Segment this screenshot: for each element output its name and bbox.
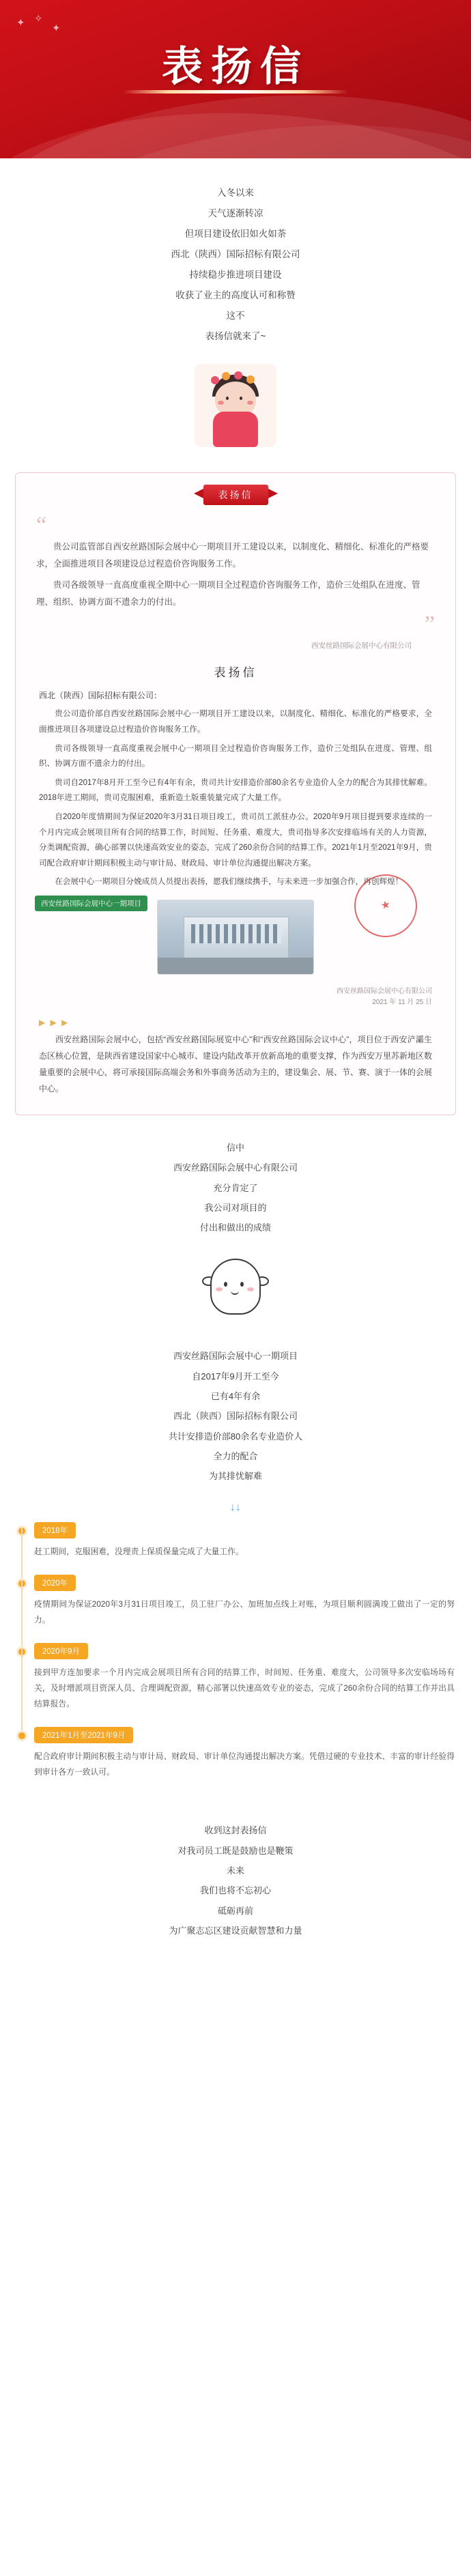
closing-section	[16, 1027, 455, 1097]
hero-banner	[0, 0, 471, 158]
timeline-connector	[21, 1648, 23, 1731]
timeline-item	[16, 1522, 455, 1575]
building-shape	[184, 917, 289, 959]
poem-line: 入冬以来	[217, 188, 254, 198]
summary-line: 共计安排造价部80余名专业造价人	[168, 1431, 303, 1442]
poem-line: 但项目建设依旧如火如荼	[184, 229, 287, 239]
down-arrow-icon: ↓↓	[230, 1502, 241, 1514]
timeline-badge: 2020年	[34, 1575, 76, 1591]
timeline	[0, 1518, 471, 1802]
signature-company: 西安丝路国际会展中心有限公司	[337, 987, 432, 995]
flower-icon	[222, 372, 230, 380]
bird-icon: ✦	[52, 23, 61, 34]
poem-line: 收获了业主的高度认可和称赞	[175, 290, 296, 300]
poem-line: 天气逐渐转凉	[208, 208, 263, 218]
signature-date: 2021 年 11 月 25 日	[372, 998, 432, 1006]
mid-line: 充分肯定了	[213, 1182, 258, 1193]
summary-line: 西北（陕西）国际招标有限公司	[173, 1411, 298, 1422]
timeline-text: 接到甲方连加要求一个月内完成会展项目所有合同的结算工作，时间短、任务重、难度大，公司领导多次安临场场有关，及时增派项目资深人员、合理调配资源，精心部署以快速高效专业的姿态，完成了260余份合同的结算工作并出具结算报告。	[34, 1668, 455, 1709]
ending-block	[0, 1802, 471, 1969]
mid-text-block	[0, 1115, 471, 1242]
sticker-body	[210, 1259, 261, 1315]
letter-title: 表扬信	[214, 666, 257, 680]
summary-line: 全力的配合	[213, 1450, 258, 1461]
bird-icon: ✦	[16, 17, 25, 29]
mid-line: 西安丝路国际会展中心有限公司	[173, 1162, 298, 1173]
sticker-cheek	[247, 401, 253, 405]
poem-line: 这不	[226, 311, 245, 321]
timeline-text: 配合政府审计期间积极主动与审计局、财政局、审计单位沟通提出解决方案。凭借过硬的专业技术、丰富的审计经验得到审计各方一致认可。	[34, 1751, 455, 1777]
venue-photo	[157, 900, 314, 975]
timeline-badge: 2020年9月	[34, 1643, 88, 1659]
letter-body	[16, 650, 455, 890]
sticker-body	[213, 412, 258, 447]
sticker-eye	[240, 397, 242, 400]
poem-line: 持续稳步推进项目建设	[189, 270, 282, 280]
timeline-text: 疫情期间为保证2020年3月31日项目竣工，员工驻厂办公、加班加点线上对账，为项目顺利圆满竣工做出了一定的努力。	[34, 1599, 455, 1625]
timeline-connector	[21, 1528, 23, 1579]
letter-closing-line: 在会展中心一期项目分娩成员人员提出表扬，愿我们继续携手，与未来进一步加强合作，再创辉煌！	[55, 877, 403, 887]
flower-icon	[246, 375, 255, 384]
summary-line: 西安丝路国际会展中心一期项目	[173, 1351, 298, 1362]
photo-section	[16, 900, 455, 978]
cute-blob-sticker	[198, 1249, 273, 1323]
sticker-eye	[226, 397, 229, 400]
timeline-text: 赶工期间，克服困难，没理责上保质保量完成了大量工作。	[34, 1547, 244, 1557]
summary-line: 自2017年9月开工至今	[192, 1371, 279, 1382]
timeline-dot-icon	[16, 1730, 27, 1741]
bird-icon: ✧	[34, 13, 43, 25]
quote-paragraph: 贵司各级领导一直高度重视全期中心一期项目全过程造价咨询服务工作，造价三处组队在进度、管理、组织、协调方面不遗余力的付出。	[36, 580, 420, 607]
closing-paragraph: 西安丝路国际会展中心，包括“西安丝路国际展览中心”和“西安丝路国际会议中心”，项目位于西安浐灞生态区核心位置，是陕西省建设国家中心城市、建设内陆改革开放新高地的重要支撑，作为西安万里苏新地区数量重要的会展中心，将可承接国际高端会务和外事商务活动为主的，建设集会、展、节、赛、演于一体的会展中心。	[39, 1034, 433, 1093]
praise-letter-card	[15, 472, 456, 1115]
letter-paragraph: 自2020年度情期间为保证2020年3月31日项目竣工，贵司员工派驻办公。2020年9月项目提到要求连续的一个月内完成会展项目所有合同的结算工作，时间短、任务重、难度大，贵司指导多次安排临场有关的人力资源，分类调配资源，确心部署以快速高效安业的姿态，完成了260余份合同的结算工作。2021年1月至2021年9月，贵司配合政府审计期间积极主动与审计局、财政局、审计单位沟通提出解决方案。	[39, 812, 432, 868]
flower-icon	[234, 371, 242, 380]
sticker-one-container	[0, 354, 471, 453]
quote-paragraph: 贵公司监管部自西安丝路国际会展中心一期项目开工建设以来，以制度化、精细化、标准化的严格要求，全面推进项目各项建设总过程造价咨询服务工作。	[36, 542, 429, 569]
timeline-connector	[21, 1580, 23, 1647]
poem-line: 西北（陕西）国际招标有限公司	[171, 249, 300, 259]
sticker-cheek	[218, 401, 224, 405]
ending-line: 砥砺再前	[217, 1905, 253, 1916]
mid-line: 我公司对项目的	[204, 1202, 267, 1213]
sticker-two-container	[0, 1242, 471, 1328]
mid-line: 付出和做出的成绩	[199, 1222, 271, 1233]
girl-sticker	[195, 364, 276, 447]
ribbon-label: 表扬信	[203, 485, 268, 505]
quote-section	[16, 505, 455, 650]
ending-line: 为广聚志忘区建设贡献智慧和力量	[169, 1925, 302, 1936]
page-title: 表扬信	[162, 44, 309, 89]
letter-recipient: 西北（陕西）国际招标有限公司：	[39, 691, 162, 701]
ending-line: 未来	[226, 1865, 244, 1876]
project-summary-block	[0, 1328, 471, 1492]
ending-line: 对我司员工既是鼓励也是鞭策	[177, 1845, 294, 1856]
intro-poem	[0, 158, 471, 354]
mid-line: 信中	[226, 1142, 244, 1153]
photo-tag-label: 西安丝路国际会展中心一期项目	[35, 896, 147, 911]
timeline-item	[16, 1643, 455, 1727]
timeline-item	[16, 1575, 455, 1643]
arrow-icon: ▶ ▶ ▶	[39, 1017, 70, 1027]
quote-close-icon: ”	[424, 612, 435, 638]
star-icon: ★	[380, 899, 392, 913]
timeline-item	[16, 1727, 455, 1795]
timeline-badge: 2021年1月至2021年9月	[34, 1727, 133, 1743]
letter-signature	[16, 982, 455, 1008]
letter-paragraph: 贵司自2017年8月开工至今已有4年有余，贵司共计安排造价部80余名专业造价人全力的配合为其排忧解难。2018年进工期间，贵司克服困难，重新造土版重装量完成了大量工作。	[39, 777, 432, 803]
timeline-badge: 2018年	[34, 1522, 76, 1539]
title-underline	[123, 90, 348, 94]
ending-line: 收到这封表扬信	[204, 1825, 267, 1836]
ending-line: 我们也将不忘初心	[199, 1885, 271, 1896]
summary-line: 已有4年有余	[210, 1390, 261, 1401]
summary-line: 为其排忧解难	[208, 1471, 262, 1482]
letter-paragraph: 贵司各级领导一直高度重视会展中心一期项目全过程造价咨询服务工作，造价三处组队在进度、管理、组织、协调方面不遗余力的付出。	[39, 743, 432, 769]
quote-open-icon: “	[36, 513, 47, 538]
quote-signature: 西安丝路国际会展中心有限公司	[311, 642, 412, 650]
poem-line: 表扬信就来了~	[205, 331, 266, 341]
ribbon-header	[16, 472, 455, 505]
bottom-spacer	[0, 1969, 471, 1982]
letter-paragraph: 贵公司造价部自西安丝路国际会展中心一期项目开工建设以来，以制度化、精细化、标准化的严格要求，全面推进项目各项建设总过程造价咨询服务工作。	[39, 709, 432, 734]
flower-icon	[211, 376, 219, 384]
ground-shape	[158, 958, 313, 974]
